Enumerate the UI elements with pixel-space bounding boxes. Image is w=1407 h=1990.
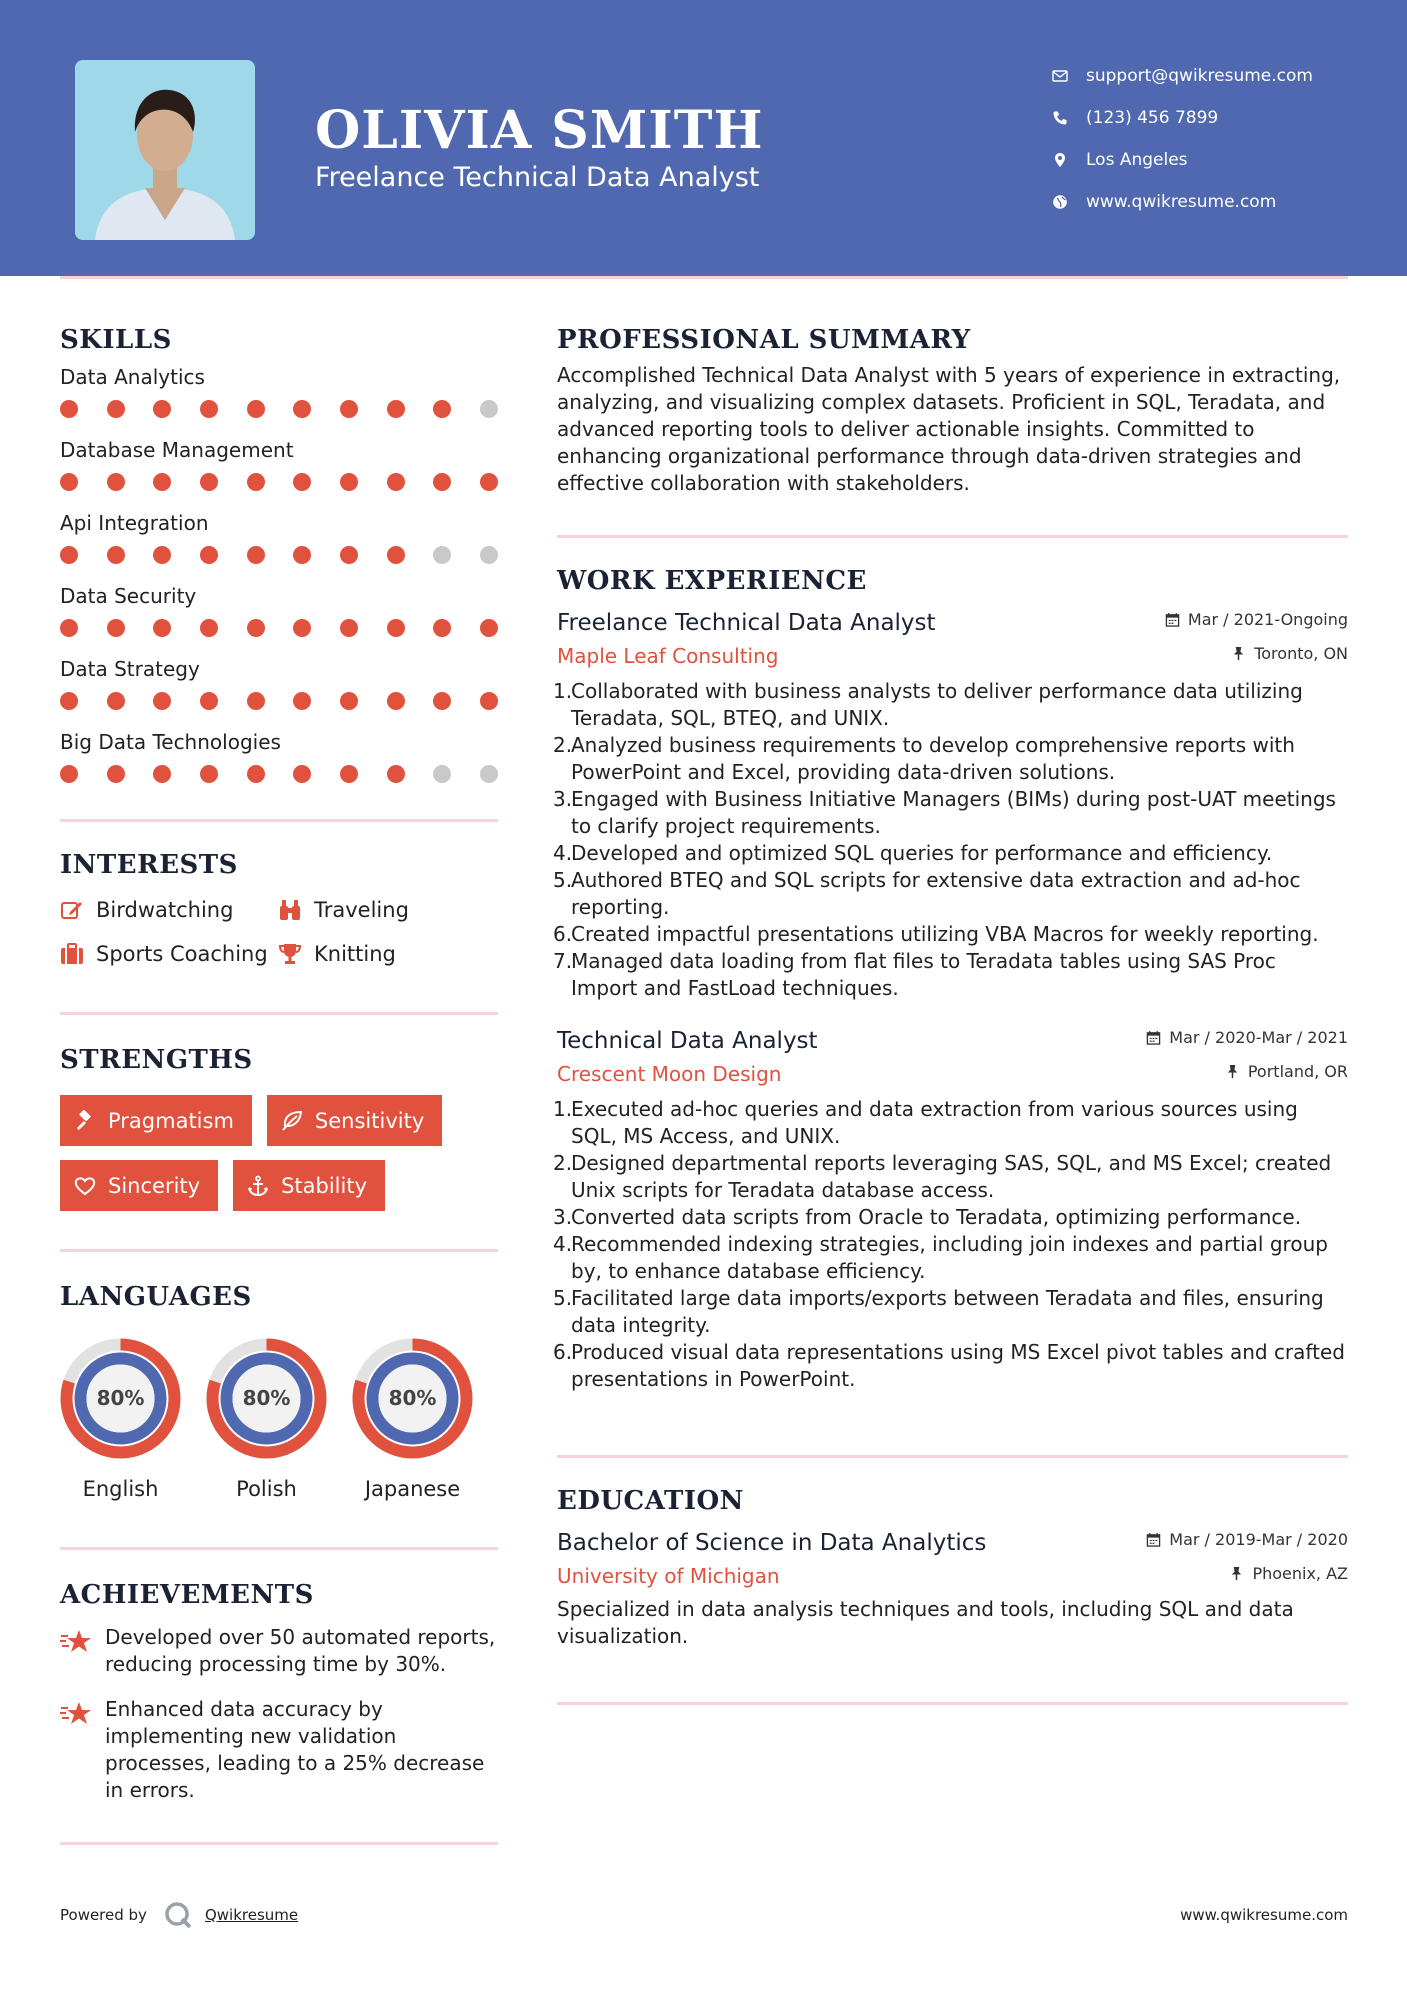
section-divider xyxy=(60,1249,498,1252)
pushpin-icon xyxy=(1225,1064,1240,1079)
rating-dot-filled xyxy=(200,692,218,710)
rating-dot-filled xyxy=(387,400,405,418)
skill-rating xyxy=(60,467,498,497)
rating-dot-empty xyxy=(433,546,451,564)
skill-item xyxy=(60,433,498,506)
rating-dot-filled xyxy=(293,473,311,491)
responsibility-item xyxy=(553,840,1348,867)
rating-dot-filled xyxy=(153,619,171,637)
rating-dot-filled xyxy=(433,473,451,491)
candidate-title: Freelance Technical Data Analyst xyxy=(315,162,760,193)
rating-dot-filled xyxy=(480,473,498,491)
language-name: English xyxy=(82,1477,159,1501)
language-name: Polish xyxy=(236,1477,297,1501)
profile-photo xyxy=(75,60,255,240)
leaf-icon xyxy=(281,1110,315,1132)
powered-by xyxy=(60,1900,298,1930)
job-dates xyxy=(1146,1028,1348,1047)
skill-name: Database Management xyxy=(60,438,294,462)
strengths-list xyxy=(60,1095,498,1211)
language-percent: 80% xyxy=(388,1386,437,1410)
responsibility-item xyxy=(553,921,1348,948)
interest-item xyxy=(278,942,498,966)
rating-dot-filled xyxy=(200,619,218,637)
responsibility-text: Collaborated with business analysts to deliver performance data utilizing Teradata, SQL, BTEQ, and UNIX. xyxy=(571,679,1303,730)
education-location xyxy=(1229,1564,1348,1583)
rating-dot-filled xyxy=(153,473,171,491)
responsibility-item xyxy=(553,1096,1348,1150)
anchor-icon xyxy=(247,1175,281,1197)
education-entry xyxy=(557,1530,1348,1650)
rating-dot-filled xyxy=(60,473,78,491)
powered-by-label: Powered by xyxy=(60,1906,147,1924)
globe-icon xyxy=(1050,194,1086,210)
skill-item xyxy=(60,652,498,725)
interests-title: INTERESTS xyxy=(60,850,238,880)
rating-dot-filled xyxy=(480,619,498,637)
qwikresume-logo-icon xyxy=(163,1900,193,1930)
list-number: 2. xyxy=(553,1151,573,1175)
responsibility-text: Designed departmental reports leveraging SAS, SQL, and MS Excel; created Unix scripts for Teradata database access. xyxy=(571,1151,1332,1202)
resume-header xyxy=(0,0,1407,276)
rating-dot-filled xyxy=(340,546,358,564)
rating-dot-filled xyxy=(480,692,498,710)
header-divider xyxy=(60,276,1348,279)
responsibility-item xyxy=(553,1285,1348,1339)
rating-dot-filled xyxy=(60,619,78,637)
location-pin-icon xyxy=(1050,152,1086,168)
contact-location-text: Los Angeles xyxy=(1086,150,1188,170)
responsibility-text: Produced visual data representations using MS Excel pivot tables and crafted presentations in PowerPoint. xyxy=(571,1340,1345,1391)
rating-dot-filled xyxy=(107,765,125,783)
skill-item xyxy=(60,725,498,798)
skill-name: Api Integration xyxy=(60,511,209,535)
skills-title: SKILLS xyxy=(60,325,172,355)
skill-rating xyxy=(60,686,498,716)
strength-label: Sensitivity xyxy=(314,1108,425,1133)
responsibility-item xyxy=(553,1204,1348,1231)
rating-dot-filled xyxy=(60,692,78,710)
list-number: 1. xyxy=(553,1097,573,1121)
edit-icon xyxy=(60,898,96,922)
language-name: Japanese xyxy=(364,1477,461,1501)
job-location xyxy=(1225,1062,1348,1081)
achievement-item xyxy=(60,1624,498,1678)
job-role: Technical Data Analyst xyxy=(557,1028,818,1054)
contact-email[interactable] xyxy=(1050,55,1370,97)
strength-label: Stability xyxy=(281,1173,368,1198)
list-number: 4. xyxy=(553,841,573,865)
rating-dot-filled xyxy=(247,765,265,783)
strengths-title: STRENGTHS xyxy=(60,1045,253,1075)
rating-dot-filled xyxy=(247,400,265,418)
rating-dot-filled xyxy=(247,619,265,637)
education-dates xyxy=(1146,1530,1348,1549)
list-number: 4. xyxy=(553,1232,573,1256)
responsibility-item xyxy=(553,1150,1348,1204)
rating-dot-filled xyxy=(200,765,218,783)
interest-item xyxy=(60,898,278,922)
rating-dot-filled xyxy=(60,765,78,783)
rating-dot-filled xyxy=(387,546,405,564)
rating-dot-filled xyxy=(293,692,311,710)
interest-label: Sports Coaching xyxy=(96,942,268,966)
right-column xyxy=(553,320,1348,1705)
star-badge-icon xyxy=(60,1696,105,1804)
languages-title: LANGUAGES xyxy=(60,1282,252,1312)
rating-dot-filled xyxy=(60,400,78,418)
pushpin-icon xyxy=(1231,646,1246,661)
trophy-icon xyxy=(278,942,314,966)
skill-name: Data Security xyxy=(60,584,197,608)
skill-item xyxy=(60,506,498,579)
section-divider xyxy=(60,1547,498,1550)
responsibility-text: Converted data scripts from Oracle to Teradata, optimizing performance. xyxy=(571,1205,1302,1229)
calendar-icon xyxy=(1146,1532,1161,1547)
strength-label: Pragmatism xyxy=(108,1108,234,1133)
section-divider xyxy=(557,1455,1348,1458)
contact-list xyxy=(1050,55,1370,223)
interest-label: Traveling xyxy=(314,898,409,922)
job-location xyxy=(1231,644,1348,663)
interests-list xyxy=(60,898,498,966)
responsibility-text: Recommended indexing strategies, including join indexes and partial group by, to enhance database efficiency. xyxy=(571,1232,1328,1283)
rating-dot-filled xyxy=(387,765,405,783)
rating-dot-filled xyxy=(107,692,125,710)
strength-tag xyxy=(60,1160,218,1211)
rating-dot-filled xyxy=(387,473,405,491)
calendar-icon xyxy=(1165,612,1180,627)
language-gauge xyxy=(352,1338,473,1459)
job-dates xyxy=(1165,610,1348,629)
list-number: 1. xyxy=(553,679,573,703)
star-badge-icon xyxy=(60,1624,105,1678)
job-responsibilities xyxy=(553,678,1348,1002)
language-item xyxy=(60,1338,181,1501)
language-gauge xyxy=(206,1338,327,1459)
rating-dot-filled xyxy=(340,692,358,710)
pushpin-icon xyxy=(1229,1566,1244,1581)
job-responsibilities xyxy=(553,1096,1348,1393)
rating-dot-filled xyxy=(107,619,125,637)
rating-dot-filled xyxy=(247,546,265,564)
achievements-title: ACHIEVEMENTS xyxy=(60,1580,314,1610)
responsibility-text: Managed data loading from flat files to Teradata tables using SAS Proc Import and FastLoad techniques. xyxy=(571,949,1276,1000)
list-number: 6. xyxy=(553,1340,573,1364)
responsibility-item xyxy=(553,948,1348,1002)
rating-dot-filled xyxy=(107,400,125,418)
responsibility-item xyxy=(553,786,1348,840)
education-description: Specialized in data analysis techniques and tools, including SQL and data visualization. xyxy=(557,1597,1294,1648)
rating-dot-filled xyxy=(247,473,265,491)
rating-dot-filled xyxy=(200,473,218,491)
rating-dot-empty xyxy=(480,400,498,418)
section-divider xyxy=(60,1012,498,1015)
job-role: Freelance Technical Data Analyst xyxy=(557,610,936,636)
education-dates-text: Mar / 2019-Mar / 2020 xyxy=(1169,1530,1348,1549)
skill-rating xyxy=(60,394,498,424)
summary-title: PROFESSIONAL SUMMARY xyxy=(557,325,971,355)
section-divider xyxy=(557,535,1348,538)
job-entry xyxy=(553,1028,1348,1393)
list-number: 5. xyxy=(553,1286,573,1310)
education-title: EDUCATION xyxy=(557,1486,744,1516)
rating-dot-filled xyxy=(340,619,358,637)
job-company: Crescent Moon Design xyxy=(557,1062,782,1086)
brand-link[interactable]: Qwikresume xyxy=(204,1906,299,1924)
job-dates-text: Mar / 2021-Ongoing xyxy=(1187,610,1348,629)
gavel-icon xyxy=(74,1110,108,1132)
responsibility-text: Engaged with Business Initiative Managers (BIMs) during post-UAT meetings to clarify project requirements. xyxy=(571,787,1336,838)
rating-dot-filled xyxy=(433,619,451,637)
rating-dot-empty xyxy=(480,546,498,564)
rating-dot-filled xyxy=(107,546,125,564)
rating-dot-filled xyxy=(293,546,311,564)
rating-dot-filled xyxy=(433,400,451,418)
language-percent: 80% xyxy=(242,1386,291,1410)
rating-dot-filled xyxy=(293,619,311,637)
skills-list xyxy=(60,360,498,798)
candidate-name: OLIVIA SMITH xyxy=(315,100,764,161)
education-degree: Bachelor of Science in Data Analytics xyxy=(557,1530,987,1556)
responsibility-item xyxy=(553,1339,1348,1393)
skill-name: Big Data Technologies xyxy=(60,730,281,754)
responsibility-text: Authored BTEQ and SQL scripts for extensive data extraction and ad-hoc reporting. xyxy=(571,868,1301,919)
summary-text: Accomplished Technical Data Analyst with 5 years of experience in extracting, analyzing, and visualizing complex datasets. Proficient in SQL, Teradata, and advanced reporting tools to deliver actionable insights. Committed to enhancing organizational performance through data-driven strategies and effective collaboration with stakeholders. xyxy=(557,363,1341,495)
footer-url[interactable]: www.qwikresume.com xyxy=(1180,1906,1348,1924)
skill-item xyxy=(60,360,498,433)
section-divider xyxy=(60,819,498,822)
rating-dot-filled xyxy=(200,400,218,418)
rating-dot-empty xyxy=(480,765,498,783)
rating-dot-empty xyxy=(433,765,451,783)
list-number: 7. xyxy=(553,949,573,973)
list-number: 5. xyxy=(553,868,573,892)
rating-dot-filled xyxy=(247,692,265,710)
rating-dot-filled xyxy=(153,692,171,710)
responsibility-item xyxy=(553,732,1348,786)
responsibility-text: Created impactful presentations utilizing VBA Macros for weekly reporting. xyxy=(571,922,1319,946)
strength-tag xyxy=(60,1095,252,1146)
section-divider xyxy=(60,1842,498,1845)
binoculars-icon xyxy=(278,898,314,922)
strength-label: Sincerity xyxy=(108,1173,201,1198)
left-column xyxy=(60,320,498,1845)
contact-email-text: support@qwikresume.com xyxy=(1086,66,1313,86)
list-number: 6. xyxy=(553,922,573,946)
phone-icon xyxy=(1050,110,1086,126)
job-dates-text: Mar / 2020-Mar / 2021 xyxy=(1169,1028,1348,1047)
rating-dot-filled xyxy=(340,400,358,418)
language-item xyxy=(206,1338,327,1501)
skill-name: Data Strategy xyxy=(60,657,200,681)
responsibility-item xyxy=(553,678,1348,732)
achievement-item xyxy=(60,1696,498,1804)
rating-dot-filled xyxy=(153,400,171,418)
interest-item xyxy=(60,942,278,966)
responsibility-text: Developed and optimized SQL queries for performance and efficiency. xyxy=(571,841,1273,865)
strength-tag xyxy=(233,1160,385,1211)
interest-item xyxy=(278,898,498,922)
interest-label: Knitting xyxy=(314,942,396,966)
responsibility-text: Facilitated large data imports/exports between Teradata and files, ensuring data integrity. xyxy=(571,1286,1324,1337)
skill-name: Data Analytics xyxy=(60,365,205,389)
rating-dot-filled xyxy=(340,473,358,491)
rating-dot-filled xyxy=(200,546,218,564)
education-school: University of Michigan xyxy=(557,1564,780,1588)
achievement-text: Enhanced data accuracy by implementing new validation processes, leading to a 25% decrease in errors. xyxy=(105,1697,485,1802)
job-company: Maple Leaf Consulting xyxy=(557,644,779,668)
rating-dot-filled xyxy=(153,765,171,783)
rating-dot-filled xyxy=(107,473,125,491)
contact-location xyxy=(1050,139,1370,181)
responsibility-item xyxy=(553,867,1348,921)
job-location-text: Portland, OR xyxy=(1247,1062,1348,1081)
job-location-text: Toronto, ON xyxy=(1254,644,1348,663)
contact-website[interactable] xyxy=(1050,181,1370,223)
section-divider xyxy=(557,1702,1348,1705)
rating-dot-filled xyxy=(153,546,171,564)
experience-title: WORK EXPERIENCE xyxy=(557,566,867,596)
rating-dot-filled xyxy=(387,619,405,637)
achievements-list xyxy=(60,1624,498,1804)
interest-label: Birdwatching xyxy=(96,898,234,922)
contact-website-text: www.qwikresume.com xyxy=(1086,192,1277,212)
rating-dot-filled xyxy=(340,765,358,783)
education-location-text: Phoenix, AZ xyxy=(1252,1564,1348,1583)
rating-dot-filled xyxy=(293,765,311,783)
list-number: 3. xyxy=(553,1205,573,1229)
language-item xyxy=(352,1338,473,1501)
skill-rating xyxy=(60,540,498,570)
language-gauge xyxy=(60,1338,181,1459)
rating-dot-filled xyxy=(293,400,311,418)
rating-dot-filled xyxy=(387,692,405,710)
responsibility-item xyxy=(553,1231,1348,1285)
page-footer xyxy=(60,1895,1348,1935)
heart-icon xyxy=(74,1175,108,1197)
achievement-text: Developed over 50 automated reports, reducing processing time by 30%. xyxy=(105,1625,496,1676)
responsibility-text: Analyzed business requirements to develop comprehensive reports with PowerPoint and Excel, providing data-driven solutions. xyxy=(571,733,1295,784)
rating-dot-filled xyxy=(60,546,78,564)
list-number: 2. xyxy=(553,733,573,757)
strength-tag xyxy=(267,1095,442,1146)
responsibility-text: Executed ad-hoc queries and data extraction from various sources using SQL, MS Access, and UNIX. xyxy=(571,1097,1298,1148)
job-entry xyxy=(553,610,1348,1002)
skill-item xyxy=(60,579,498,652)
skill-rating xyxy=(60,759,498,789)
language-percent: 80% xyxy=(96,1386,145,1410)
rating-dot-filled xyxy=(433,692,451,710)
calendar-icon xyxy=(1146,1030,1161,1045)
languages-list xyxy=(60,1338,498,1501)
briefcase-icon xyxy=(60,942,96,966)
contact-phone[interactable] xyxy=(1050,97,1370,139)
contact-phone-text: (123) 456 7899 xyxy=(1086,108,1219,128)
email-icon xyxy=(1050,68,1086,84)
list-number: 3. xyxy=(553,787,573,811)
skill-rating xyxy=(60,613,498,643)
